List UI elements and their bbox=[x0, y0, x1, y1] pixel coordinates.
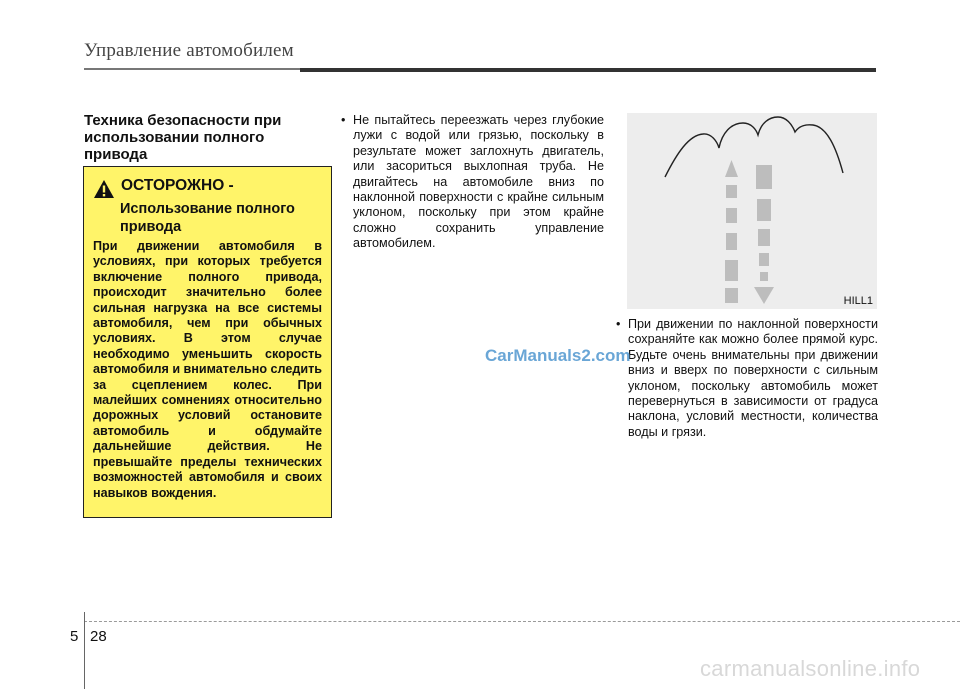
section-title: Техника безопасности при использовании полного привода bbox=[84, 112, 282, 163]
bullet-list-right bbox=[616, 317, 878, 440]
header-title: Управление автомобилем bbox=[84, 40, 294, 61]
warning-box bbox=[83, 166, 332, 518]
figure-code: HILL1 bbox=[843, 295, 873, 307]
list-item bbox=[616, 317, 878, 440]
bullet-text: Не пытайтесь переезжать через глубокие лужи с водой или грязью, поскольку в результате может заглохнуть двигатель, или засориться выхлопная труба. Не двигайтесь на автомобиле вниз по наклонной поверхности с крайне сильным уклоном, поскольку при этом крайне сложно сохранить управление автомобилем. bbox=[353, 113, 604, 251]
page-number: 28 bbox=[90, 628, 107, 645]
hill-illustration bbox=[627, 113, 877, 309]
page-divider bbox=[84, 612, 85, 689]
bullet-text: При движении по наклонной поверхности сохраняйте как можно более прямой курс. Будьте очень внимательны при движении вниз и вверх по поверхности с сильным уклоном, поскольку автомобиль может перевернуться в зависимости от градуса наклона, условий местности, количества воды и грязи. bbox=[628, 317, 878, 439]
list-item bbox=[341, 113, 604, 252]
section-number: 5 bbox=[70, 628, 79, 645]
warning-header bbox=[93, 177, 322, 199]
watermark: CarManuals2.com bbox=[485, 346, 631, 365]
header-rule bbox=[84, 68, 300, 70]
bullet-list-mid bbox=[341, 113, 604, 252]
bullet-dot: • bbox=[616, 317, 621, 331]
header-rule-thick bbox=[300, 68, 876, 72]
footer-rule bbox=[84, 621, 960, 622]
warning-title: ОСТОРОЖНО - bbox=[121, 177, 234, 194]
warning-subtitle: Использование полного привода bbox=[120, 201, 295, 235]
warning-triangle-icon bbox=[93, 179, 115, 199]
warning-text: При движении автомобиля в условиях, при которых требуется включение полного привода, происходит значительно более сильная нагрузка на все системы автомобиля, чем при обычных условиях. В этом случае необходимо уменьшить скорость автомобиля и внимательно следить за сцеплением колес. При малейших сомнениях относительно дорожных условий остановите автомобиль и обдумайте дальнейшие действия. Не превышайте пределы технических возможностей автомобиля и своих навыков вождения. bbox=[93, 239, 323, 500]
hill-drawing bbox=[627, 113, 877, 309]
bullet-dot: • bbox=[341, 113, 346, 127]
footer-site-mark: carmanualsonline.info bbox=[700, 656, 921, 681]
